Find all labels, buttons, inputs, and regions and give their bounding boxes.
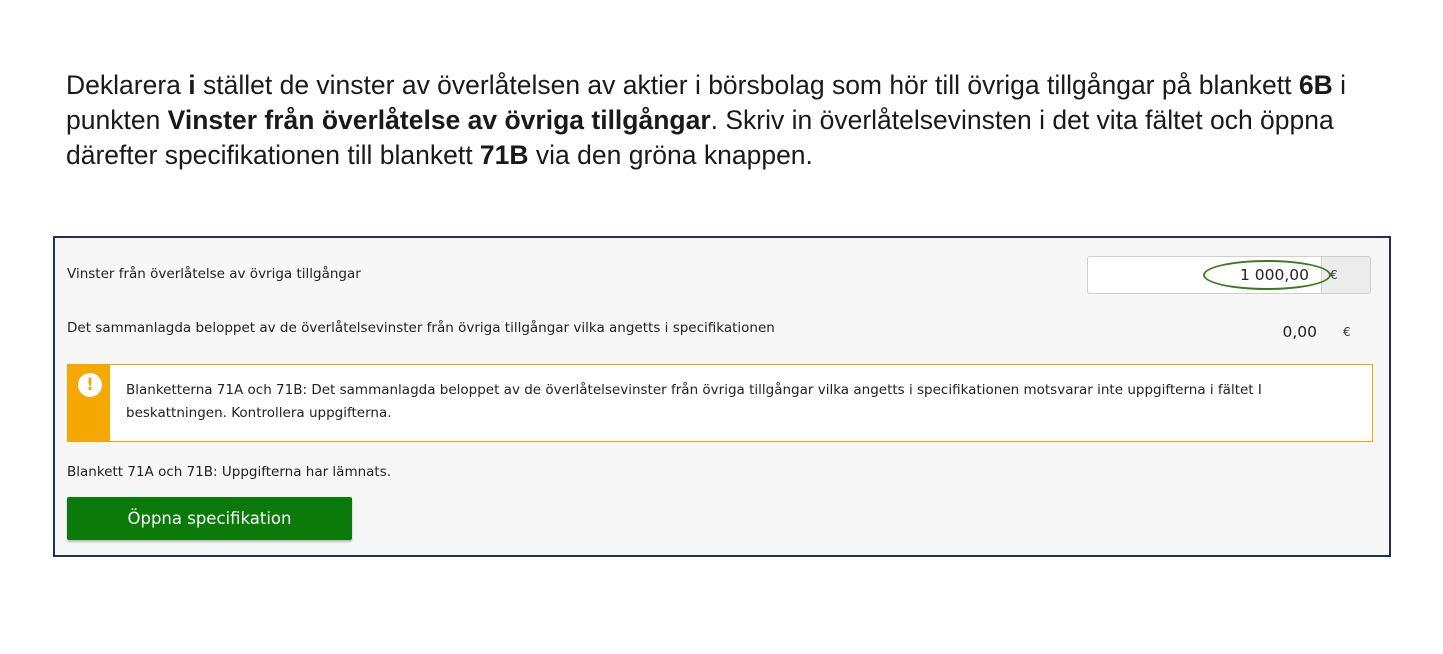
total-label: Det sammanlagda beloppet av de överlåtelsevinster från övriga tillgångar vilka angetts i specifikationen (67, 320, 775, 336)
gain-label: Vinster från överlåtelse av övriga tillgångar (67, 266, 361, 282)
warning-stripe (68, 365, 110, 441)
warning-text: Blanketterna 71A och 71B: Det sammanlagda beloppet av de överlåtelsevinster från övriga tillgångar vilka angetts i specifikationen motsvarar inte uppgifterna i fältet I beskattningen. Kontrollera uppgifterna. (126, 382, 1262, 421)
warning-alert (67, 364, 1373, 442)
total-currency: € (1343, 325, 1351, 339)
gain-amount-input[interactable] (1087, 256, 1321, 294)
total-value: 0,00 (1282, 323, 1317, 341)
euro-currency-addon: € (1321, 256, 1371, 294)
gain-input-group (1087, 256, 1371, 294)
exclamation-icon: ! (78, 373, 102, 397)
instruction-text: Deklarera i stället de vinster av överlåtelsen av aktier i börsbolag som hör till övriga tillgångar på blankett 6B i punkten Vinster från överlåtelse av övriga tillgångar. Skriv in överlåtelsevinsten i det vita fältet och öppna därefter specifikationen till blankett 71B via den gröna knappen. (66, 70, 1347, 170)
form-panel (53, 236, 1391, 557)
open-specification-button[interactable]: Öppna specifikation (67, 497, 352, 540)
status-text: Blankett 71A och 71B: Uppgifterna har lämnats. (67, 464, 392, 480)
